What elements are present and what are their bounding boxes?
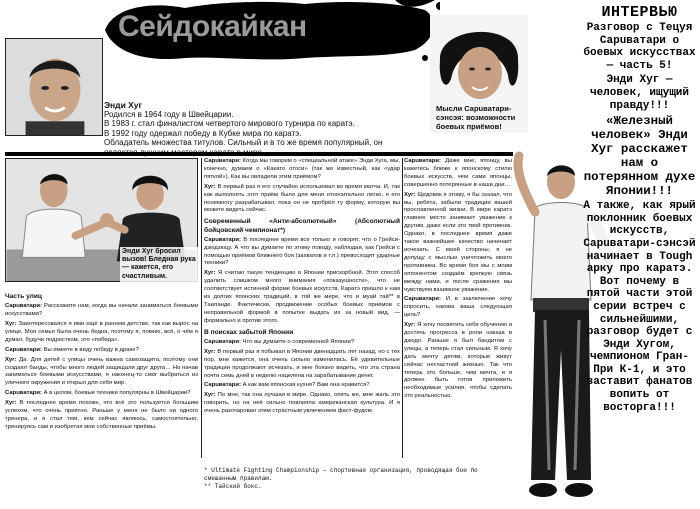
paragraph-text: Что вы думаете о современной Японии? (240, 338, 355, 345)
arm-wrestling-caption: Энди Хуг бросил вызов! Бледная рука — кажется, его счастливым. (120, 247, 198, 282)
paragraph-text: А как вам японская кухня? Вам она нравится? (240, 382, 370, 389)
paragraph-text: Я считаю такую тенденцию в Японии прискорбной. Этот способ удалить слишком много внимания «показушности», что не соответствует истинной форме боевых искусств. Каратэ пришло к нам из долгих японских традиций, в той же мере, что и муай тай** в Таиланде. Фактически, продвижение особых боевых приёмов с неправильной формой в попытке выдать их за новый вид, — формально и против этого. (204, 270, 400, 324)
article-paragraph (204, 392, 400, 416)
banner-line: Энди Хуг — человек, ищущий правду!!! (589, 74, 690, 112)
speaker-label: Хуг: (204, 270, 216, 277)
bio-line: Обладатель множества титулов. Сильный и в то же время популярный, он (104, 138, 383, 148)
speaker-label: Сарuватари: (204, 158, 241, 164)
article-paragraph (204, 270, 400, 325)
article-paragraph (204, 158, 400, 182)
paragraph-text: В последнее время все только и говорят, что о Грейси-дзюдзюцу. А что вы думаете по этому поводу, наблюдая, как Грейси с помощью приёмов ближнего боя (захватов и т.п.) превосходят ударные техники? (204, 236, 400, 267)
paragraph-text: Щедовок я этому, я бы сказал, что вы, ребята, забыли традиции вашей прославленной жизни. В мире каратэ главное место занимает уважение к другим, даже если это твой противник. Однако, в последнее время даже такое важнейшее качество начинает исчезать. С моей стороны, я не допущу с мыслью уничтожить моего противника. Во время боя мы с моим оппонентом создаём крепкую связь между нами, и после сражения мы чувствуем взаимное уважение. (404, 191, 512, 293)
article-paragraph (5, 303, 198, 319)
banner-line: Разговор с Тецуя Сарuватари о боевых искусствах — часть 5! (583, 22, 696, 72)
column-divider (201, 158, 202, 458)
paragraph-text: В первый раз я побывал в Японии двенадцать лет назад, но с тех пор, мне кажется, она очень сильно изменилась. Её удивительные традиции продолжают исчезать, и мне боязно видеть, что эта страна почти семь дней в неделю нацелена на зарабатывание денег. (204, 348, 400, 379)
paragraph-text: И в заключение хочу спросить, какова ваша следующая цель? (404, 296, 512, 319)
speaker-label: Хуг: (5, 356, 17, 363)
andy-hug-portrait (5, 38, 103, 136)
bio-line: В 1983 г. стал финалистом четвертого мирового турнира по каратэ. (104, 119, 355, 129)
intro-name: Энди Хуг (104, 100, 142, 110)
footnote: * Ultimate Fighting Championship — спортивная организация, проводящая бои по смешанным правилам. (204, 467, 478, 482)
bio-line: Родился в 1964 году в Швейцарии. (104, 110, 234, 119)
article-paragraph (204, 382, 400, 390)
banner-line: А также, как ярый поклонник боевых искусств, Сарuватари-сэнсэй начинает в Tough арку про каратэ. Вот почему в пятой части этой серии встреч с сильнейшими, разговор будет с Энди Хугом, чемпионом Гран-При К-1, и это заставит фанатов вопить от восторга!!! (583, 200, 696, 414)
article-paragraph (5, 321, 198, 345)
article-paragraph (204, 339, 400, 347)
banner-heading: ИНТЕРВЬЮ (601, 4, 678, 21)
speaker-label: Сарuватари: (5, 346, 42, 353)
article-paragraph (5, 390, 198, 398)
speaker-label: Хуг: (5, 321, 17, 328)
article-paragraph (204, 184, 400, 216)
article-paragraph (5, 357, 198, 389)
article-column-1 (5, 290, 198, 434)
speaker-label: Сарuватари: (404, 158, 441, 164)
interview-banner (582, 4, 697, 416)
article-paragraph (404, 322, 512, 401)
article-paragraph (5, 400, 198, 432)
saruvatari-caption: Мысли Сарuватари-сэнсэя: возможности боевых приёмов! (436, 104, 516, 131)
paragraph-text: А в целом, боевые техники популярны в Швейцарии? (41, 390, 191, 397)
paragraph-text: В первый раз я его случайно использовал во время матча. И, так как выполнять этот приём было для меня относительно легко, я его понемногу разрабатывал, пока он не пробрёл ту форму, которую вы можете видеть сейчас. (204, 183, 400, 214)
paragraph-text: Вы имеете в виду победу в драке? (41, 346, 139, 353)
paragraph-text: Когда мы говорим о «специальной атаке» Энди Хуга, мы, конечно, думаем о «Какато отоси» (так же известный, как «удар пяткой»). Как вы овладели этим приёмом? (204, 158, 400, 180)
speaker-label: Хуг: (404, 191, 416, 198)
paragraph-text: По мне, так она лучшая в мире. Однако, опять же, мне жаль это говорить, но на неё сильно повлияла американская культура. И я очень разочарован этим страстным увлечением фаст-фудом. (204, 392, 400, 415)
paragraph-text: Расскажите нам, когда вы начали заниматься боевыми искусствами? (5, 303, 198, 318)
article-paragraph (5, 347, 198, 355)
section-subhead: Часть улиц (5, 293, 42, 300)
speaker-label: Сарuватари: (204, 236, 241, 243)
speaker-label: Хуг: (204, 183, 216, 190)
banner-line: «Железный человек» Энди Хуг расскажет нам о потерянном духе Японии!!! (583, 114, 696, 199)
speaker-label: Сарuватари: (204, 338, 241, 345)
intro-bio (104, 110, 404, 157)
page-title: Сейдокайкан (118, 10, 307, 43)
article-paragraph (204, 237, 400, 269)
paragraph-text: Заинтересовался я ими ещё в раннем детстве, так как вырос на улице. Моя семья была очень бедна, поэтому я, помню, всё, о чём я думал, будучи подростком, это «победа». (5, 321, 198, 343)
article-paragraph (404, 192, 512, 295)
column-divider (402, 158, 403, 458)
paragraph-text: В последнее время похоже, что всё это пользуется большим успехом, что очень приятно. Раньше у меня не было ни одного тренера, и я стал тем, кем сейчас являюсь, самостоятельно, тренируясь сам и изобретая мои собственные приёмы. (5, 400, 198, 430)
speaker-label: Сарuватари: (5, 303, 42, 310)
footnotes (204, 467, 504, 491)
speaker-label: Сарuватари: (204, 382, 241, 389)
speaker-label: Хуг: (404, 322, 416, 329)
paragraph-text: Даже мне, японцу, вы кажетесь ближе к японскому стилю боевых искусств, чем сами японцы, совершенно потерянные в наши дни… (404, 158, 512, 188)
article-paragraph (404, 296, 512, 320)
section-divider (5, 152, 513, 156)
speaker-label: Сарuватари: (5, 390, 42, 397)
section-subhead: В поисках забытой Японии (204, 328, 294, 336)
article-paragraph (204, 349, 400, 381)
article-column-2 (204, 158, 400, 418)
paragraph-text: Я хочу посвятить себя обучению и достичь прогресса в роли наказа в дзюдо. Раньше я был бандитом с улицы, а теперь стал сильным. Я хочу дать мечту детям, которые живут сейчас несчастной жизнью. Так что теперь это больше, чем мечта, и я должен быть готов приложить необходимые усилия, чтобы сделать это реальностью. (404, 322, 512, 400)
footnote: ** Тайский бокс. (204, 483, 262, 490)
paragraph-text: Да. Для детей с улицы очень важна самозащита, поэтому они создают банды, чтобы много людей защищали друг друга… Но начав заниматься боевыми искусствами, я наконец-то смог выбраться из уличного окружения и открыл для себя мир. (5, 356, 198, 387)
section-subhead: Современный «Анти-абсолютный» (Абсолютный бойцовский чемпионат*) (204, 218, 400, 234)
article-paragraph (404, 158, 512, 190)
speaker-label: Хуг: (204, 348, 216, 355)
article-column-3 (404, 158, 512, 403)
speaker-label: Хуг: (204, 392, 216, 399)
speaker-label: Хуг: (5, 400, 17, 407)
speaker-label: Сарuватари: (404, 296, 441, 303)
bio-line: В 1992 году одержал победу в Кубке мира по каратэ. (104, 128, 302, 138)
